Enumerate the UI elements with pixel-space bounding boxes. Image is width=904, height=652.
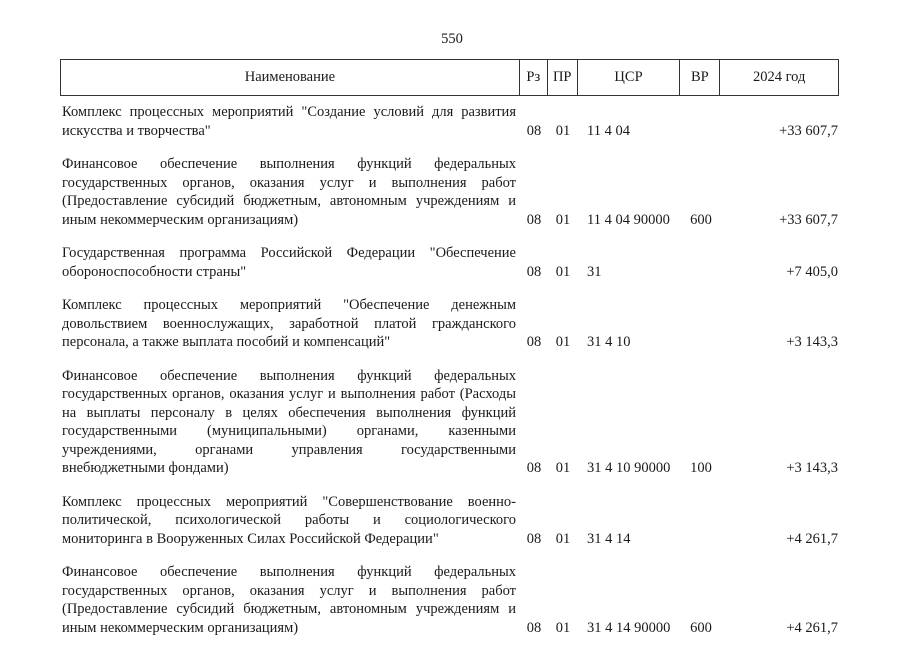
row-amount: +33 607,7 [779, 122, 838, 139]
row-pr: 01 [555, 619, 571, 636]
row-name: Финансовое обеспечение выполнения функций федеральных государственных органов, оказания услуг и выполнения работ (Предоставление субсидий бюджетным, автономным учреждениям и иным некоммерческим организациям) [62, 156, 516, 228]
row-amount: +33 607,7 [779, 211, 838, 228]
row-csr: 31 4 14 90000 [587, 619, 671, 636]
table-row [60, 244, 839, 281]
row-pr: 01 [555, 334, 571, 350]
row-rz: 08 [526, 619, 542, 636]
row-pr: 01 [555, 211, 571, 228]
row-csr: 11 4 04 90000 [587, 211, 670, 228]
row-amount: +7 405,0 [786, 263, 838, 280]
row-rz: 08 [526, 460, 542, 476]
row-csr: 31 4 10 [587, 334, 631, 350]
row-name: Комплекс процессных мероприятий "Создание условий для развития искусства и творчества" [62, 104, 516, 139]
table-row [60, 563, 839, 637]
header-vr: ВР [680, 60, 720, 95]
table-body [60, 103, 839, 652]
row-rz: 08 [526, 263, 542, 280]
row-vr: 600 [690, 211, 712, 228]
row-name: Комплекс процессных мероприятий "Совершенствование военно-политической, психологической работы и социологического мониторинга в Вооруженных Силах Российской Федерации" [62, 493, 516, 547]
row-vr: 600 [690, 619, 712, 636]
row-pr: 01 [555, 263, 571, 280]
table-row [60, 155, 839, 229]
row-pr: 01 [555, 122, 571, 139]
row-csr: 31 4 10 90000 [587, 460, 671, 476]
row-name: Финансовое обеспечение выполнения функций федеральных государственных органов, оказания услуг и выполнения работ (Расходы на выплаты персоналу в целях обеспечения выполнения функций государственными (муниципальными) органами, казенными учреждениями, органами управления государственными внебюджетными фондами) [62, 367, 516, 476]
row-amount: +4 261,7 [786, 619, 838, 636]
row-csr: 31 4 14 [587, 530, 631, 547]
table-row [60, 296, 839, 352]
row-csr: 31 [587, 263, 602, 280]
table-row [60, 367, 839, 478]
row-vr: 100 [690, 460, 712, 476]
row-pr: 01 [555, 530, 571, 547]
table-row [60, 493, 839, 549]
row-amount: +3 143,3 [786, 334, 838, 350]
header-year: 2024 год [752, 69, 806, 85]
row-rz: 08 [526, 122, 542, 139]
row-pr: 01 [555, 460, 571, 476]
row-name: Комплекс процессных мероприятий "Обеспечение денежным довольствием военнослужащих, заработной платой гражданского персонала, а также выплата пособий и компенсаций" [62, 297, 516, 350]
row-amount: +3 143,3 [786, 460, 838, 476]
row-name: Государственная программа Российской Федерации "Обеспечение обороноспособности страны" [62, 245, 516, 280]
row-rz: 08 [526, 211, 542, 228]
table-header [60, 59, 839, 96]
row-csr: 11 4 04 [587, 122, 630, 139]
header-rz: Рз [520, 60, 548, 95]
header-name: Наименование [61, 60, 520, 95]
table-row [60, 103, 839, 140]
row-rz: 08 [526, 334, 542, 350]
row-name: Финансовое обеспечение выполнения функций федеральных государственных органов, оказания услуг и выполнения работ (Предоставление субсидий бюджетным, автономным учреждениям и иным некоммерческим организациям) [62, 564, 516, 636]
row-rz: 08 [526, 530, 542, 547]
header-csr: ЦСР [578, 60, 681, 95]
row-amount: +4 261,7 [786, 530, 838, 547]
header-pr: ПР [548, 60, 578, 95]
page-number: 550 [441, 31, 463, 47]
